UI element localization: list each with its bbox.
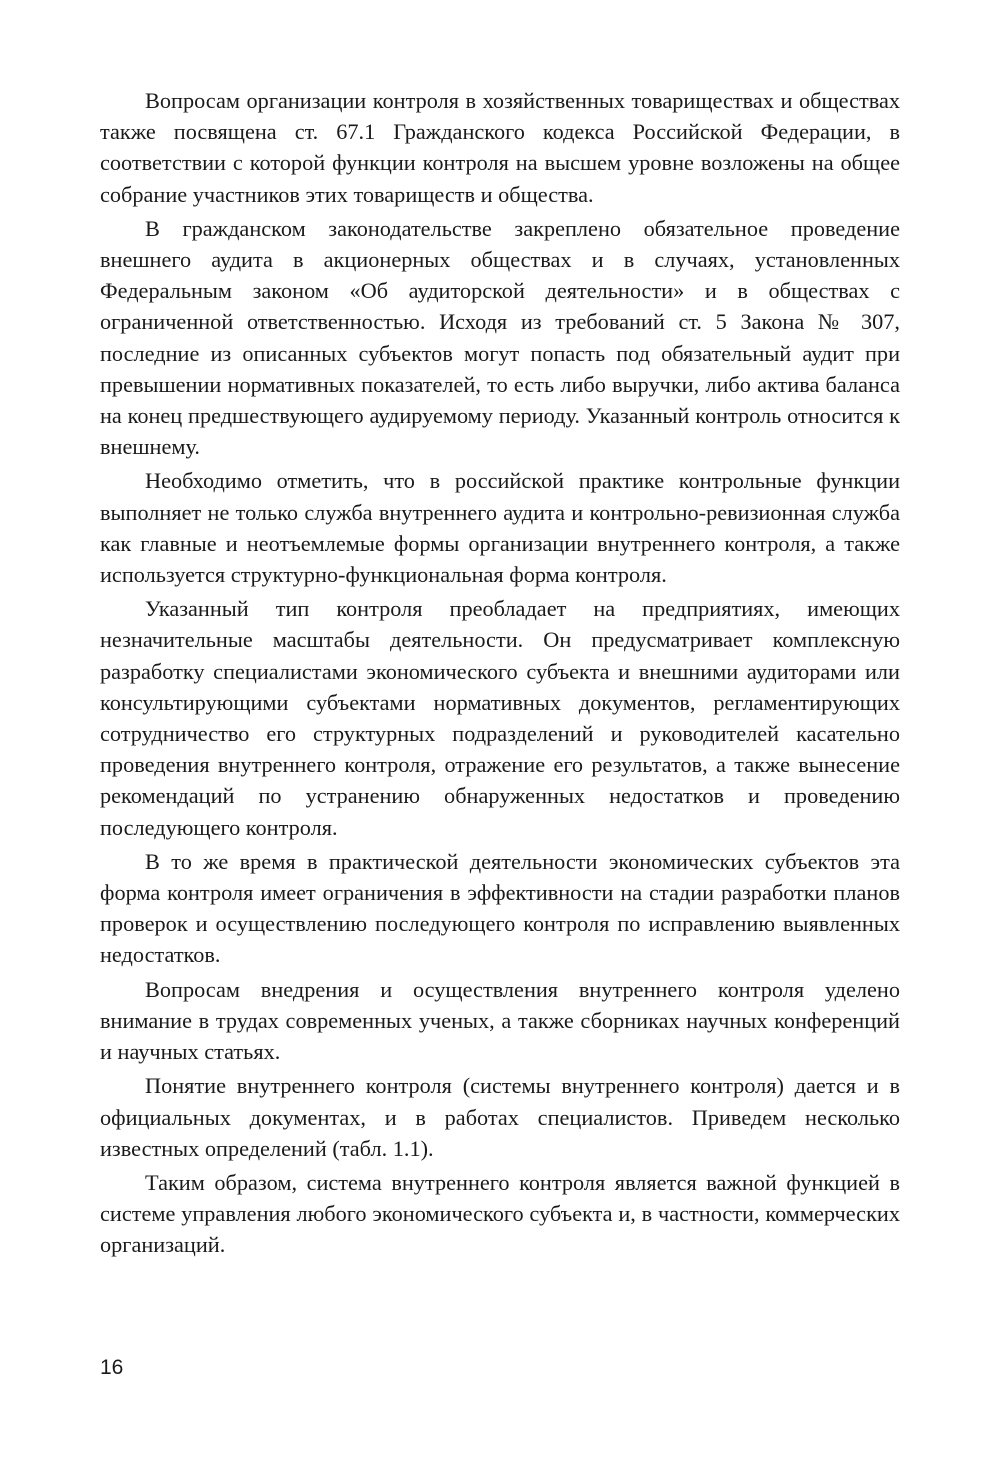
paragraph-6: Вопросам внедрения и осуществления внутреннего контроля уделено внимание в трудах современных ученых, а также сборниках научных конференций и научных статьях. [100, 976, 900, 1065]
body-text [100, 85, 900, 1264]
paragraph-8: Таким образом, система внутреннего контроля является важной функцией в системе управления любого экономического субъекта и, в частности, коммерческих организаций. [100, 1169, 900, 1258]
paragraph-7: Понятие внутреннего контроля (системы внутреннего контроля) дается и в официальных документах, и в работах специалистов. Приведем несколько известных определений (табл. 1.1). [100, 1073, 900, 1161]
paragraph-1: Вопросам организации контроля в хозяйственных товариществах и обществах также посвящена ст. 67.1 Гражданского кодекса Российской Федерации, в соответствии с которой функции контроля на высшем уровне возложены на общее собрание участников этих товариществ и общества. [100, 88, 900, 207]
page-number: 16 [100, 1356, 124, 1379]
paragraph-4: Указанный тип контроля преобладает на предприятиях, имеющих незначительные масштабы деятельности. Он предусматривает комплексную разработку специалистами экономического субъекта и внешними аудиторами или консультирующими субъектами нормативных документов, регламентирующих сотрудничество его структурных подразделений и руководителей касательно проведения внутреннего контроля, отражение его результатов, а также вынесение рекомендаций по устранению обнаруженных недостатков и проведению последующего контроля. [100, 596, 900, 840]
paragraph-5: В то же время в практической деятельности экономических субъектов эта форма контроля имеет ограничения в эффективности на стадии разработки планов проверок и осуществлению последующего контроля по исправлению выявленных недостатков. [100, 848, 900, 968]
paragraph-2: В гражданском законодательстве закреплено обязательное проведение внешнего аудита в акционерных обществах и в случаях, установленных Федеральным законом «Об аудиторской деятельности» и в обществах с ограниченной ответственностью. Исходя из требований ст. 5 Закона № 307, последние из описанных субъектов могут попасть под обязательный аудит при превышении нормативных показателей, то есть либо выручки, либо актива баланса на конец предшествующего аудируемому периоду. Указанный контроль относится к внешнему. [100, 215, 900, 460]
paragraph-3: Необходимо отметить, что в российской практике контрольные функции выполняет не только служба внутреннего аудита и контрольно-ревизионная служба как главные и неотъемлемые формы организации внутреннего контроля, а также используется структурно-функциональная форма контроля. [100, 468, 900, 588]
